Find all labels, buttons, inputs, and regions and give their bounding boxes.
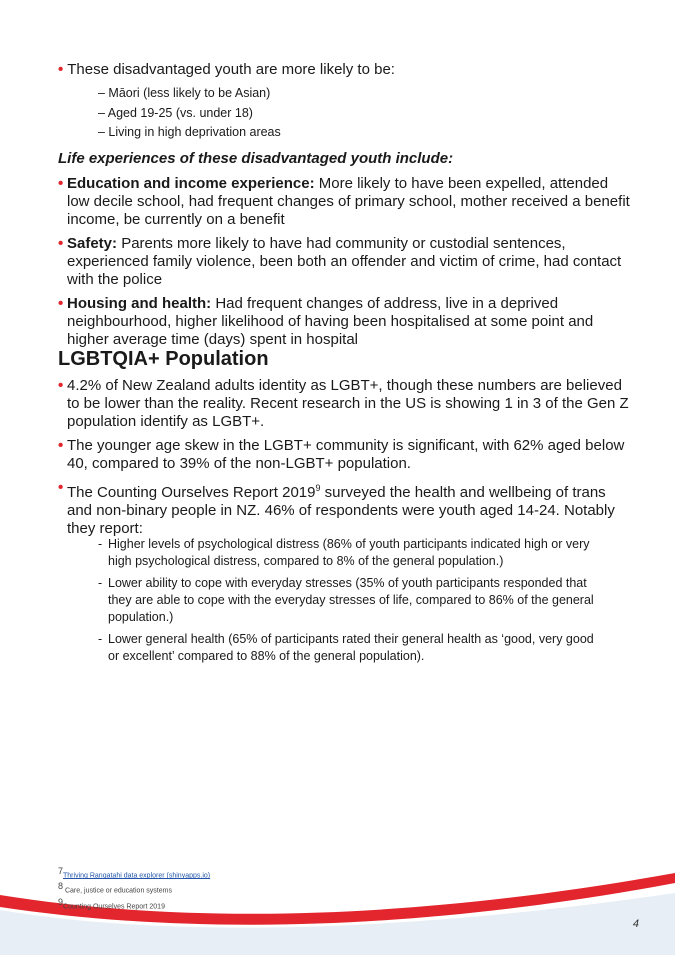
footnote-9-text: Counting Ourselves Report 2019 (63, 902, 165, 910)
footnote-7 (58, 866, 210, 881)
footnote-9 (58, 897, 210, 912)
lgbt-item-text: The younger age skew in the LGBT+ community is significant, with 62% aged below 40, compared to 39% of the non-LGBT+ population. (67, 437, 625, 472)
report-findings-list (98, 536, 608, 670)
bullet-dot: • (58, 295, 64, 312)
report-item-text: Lower general health (65% of participants rated their general health as ‘good, very good or excellent’ compared to 88% of the general population). (108, 632, 594, 663)
report-item (98, 536, 608, 570)
bullet-dot: • (58, 61, 64, 78)
lgbt-item-text-a: The Counting Ourselves Report 2019 (67, 484, 316, 501)
report-item-text: Higher levels of psychological distress (86% of youth participants indicated high or very high psychological distress, compared to 8% of the general population.) (108, 537, 590, 568)
bullet-dot: • (58, 437, 64, 454)
life-item-label: Education and income experience: (67, 175, 315, 192)
life-item-text: More likely to have been expelled, attended low decile school, had frequent changes of primary school, mother received a benefit income, be currently on a benefit (67, 175, 630, 228)
sub-item: – Living in high deprivation areas (98, 125, 281, 139)
life-item-text: Parents more likely to have had community or custodial sentences, experienced family violence, been both an offender and victim of crime, had contact with the police (67, 235, 622, 288)
lgbt-list (58, 377, 633, 544)
bullet-dot: • (58, 235, 64, 252)
bullet-dot: • (58, 479, 64, 496)
lgbt-item (58, 437, 633, 473)
life-experiences-list (58, 175, 633, 355)
lgbt-item-text-b: surveyed the health and wellbeing of trans and non-binary people in NZ. 46% of respondents were youth aged 14-24. Notably they report: (67, 484, 615, 537)
report-item (98, 575, 608, 626)
dash-marker: - (98, 537, 103, 551)
bullet-dot: • (58, 377, 64, 394)
dash-marker: - (98, 632, 103, 646)
lgbt-item-text: 4.2% of New Zealand adults identity as LGBT+, though these numbers are believed to be lower than the reality. Recent research in the US is showing 1 in 3 of the Gen Z population identify as LGBT+. (67, 377, 629, 430)
life-experiences-heading: Life experiences of these disadvantaged youth include: (58, 150, 454, 167)
intro-sub-list (98, 84, 281, 143)
life-item-label: Housing and health: (67, 295, 212, 312)
life-item-text: Had frequent changes of address, live in a deprived neighbourhood, higher likelihood of having been hospitalised at some point and higher average time (days) spent in hospital (67, 295, 594, 348)
life-item (58, 295, 633, 349)
footnote-8-num: 8 (58, 881, 64, 892)
sub-item: – Māori (less likely to be Asian) (98, 86, 271, 100)
sub-item: – Aged 19-25 (vs. under 18) (98, 105, 253, 120)
lgbt-item (58, 377, 633, 431)
footnotes (58, 866, 210, 912)
intro-bullet (58, 60, 395, 79)
page-number: 4 (632, 918, 639, 930)
report-item (98, 631, 608, 665)
life-item-label: Safety: (67, 235, 118, 252)
report-item-text: Lower ability to cope with everyday stresses (35% of youth participants responded that they are able to cope with the everyday stresses of life, compared to 86% of the general population.) (108, 576, 594, 624)
footnote-7-link[interactable]: Thriving Rangatahi data explorer (shinyapps.io) (63, 872, 211, 880)
footnote-7-num: 7 (58, 866, 64, 876)
intro-text: These disadvantaged youth are more likely to be: (67, 61, 395, 78)
dash-marker: - (98, 576, 103, 590)
bullet-dot: • (58, 175, 64, 192)
footnote-9-num: 9 (58, 896, 64, 907)
footnote-ref: 9 (315, 483, 321, 493)
footnote-8 (58, 881, 210, 896)
life-item (58, 235, 633, 289)
life-item (58, 175, 633, 229)
lgbt-item (58, 479, 633, 538)
lgbt-heading: LGBTQIA+ Population (58, 348, 269, 370)
footnote-8-text: Care, justice or education systems (63, 887, 172, 895)
